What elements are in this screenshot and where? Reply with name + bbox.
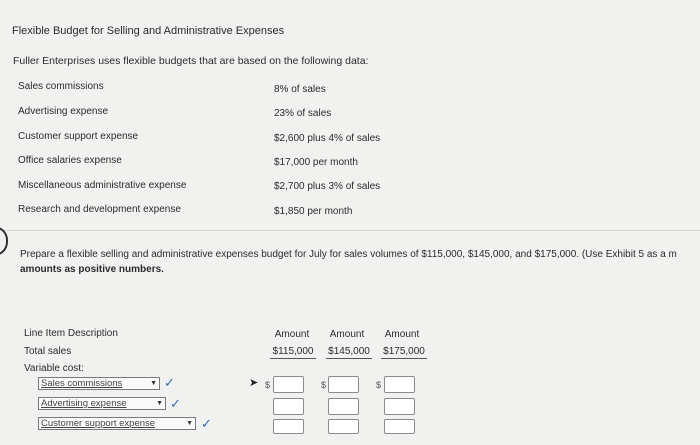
data-label: Sales commissions (18, 81, 104, 92)
amount-input-advertising-1[interactable] (273, 398, 304, 415)
line-item-select-customer-support-expense[interactable] (38, 417, 196, 430)
select-value: Customer support expense (41, 418, 156, 429)
dollar-sign: $ (265, 380, 271, 390)
data-label: Office salaries expense (18, 155, 122, 166)
data-value: 8% of sales (274, 84, 326, 95)
variable-cost-label: Variable cost: (24, 363, 84, 374)
chevron-down-icon: ▼ (186, 420, 193, 427)
page-title: Flexible Budget for Selling and Administrative Expenses (12, 25, 285, 37)
data-value: 23% of sales (274, 108, 332, 119)
total-sales-label: Total sales (24, 346, 72, 357)
select-value: Sales commissions (41, 378, 123, 389)
question-prompt-note: amounts as positive numbers. (20, 264, 164, 275)
check-icon: ✓ (201, 416, 212, 431)
sales-volume-2: $145,000 (326, 346, 372, 359)
intro-text: Fuller Enterprises uses flexible budgets that are based on the following data: (13, 55, 369, 67)
amount-input-sales-commissions-2[interactable] (328, 376, 359, 393)
line-item-header: Line Item Description (24, 328, 118, 339)
mouse-cursor-icon: ➤ (249, 377, 259, 389)
amount-input-sales-commissions-1[interactable] (273, 376, 304, 393)
data-label: Advertising expense (18, 106, 109, 117)
amount-input-customer-support-3[interactable] (384, 419, 415, 434)
amount-input-customer-support-2[interactable] (328, 419, 359, 434)
amount-input-customer-support-1[interactable] (273, 419, 304, 434)
line-item-select-sales-commissions[interactable] (38, 377, 160, 390)
data-label: Customer support expense (18, 131, 139, 142)
check-icon: ✓ (164, 375, 175, 390)
amount-header-2: Amount (329, 329, 365, 340)
data-value: $2,700 plus 3% of sales (274, 181, 381, 192)
data-label: Miscellaneous administrative expense (18, 180, 187, 191)
amount-input-advertising-2[interactable] (328, 398, 359, 415)
check-icon: ✓ (170, 396, 181, 411)
chevron-down-icon: ▼ (156, 400, 163, 407)
sales-volume-3: $175,000 (381, 346, 427, 359)
amount-input-advertising-3[interactable] (384, 398, 415, 415)
dollar-sign: $ (321, 380, 327, 390)
line-item-select-advertising-expense[interactable] (38, 397, 166, 410)
data-value: $17,000 per month (274, 157, 358, 168)
data-value: $2,600 plus 4% of sales (274, 133, 381, 144)
question-prompt: Prepare a flexible selling and administrative expenses budget for July for sales volumes of $115,000, $145,000, and $175,000. (Use Exhibit 5 as a m (20, 249, 677, 260)
data-label: Research and development expense (18, 204, 181, 215)
amount-header-1: Amount (274, 329, 310, 340)
select-value: Advertising expense (41, 398, 127, 409)
section-divider (0, 230, 700, 231)
amount-input-sales-commissions-3[interactable] (384, 376, 415, 393)
chevron-down-icon: ▼ (150, 380, 157, 387)
amount-header-3: Amount (384, 329, 420, 340)
data-value: $1,850 per month (274, 206, 353, 217)
dollar-sign: $ (376, 380, 382, 390)
sales-volume-1: $115,000 (270, 346, 316, 359)
